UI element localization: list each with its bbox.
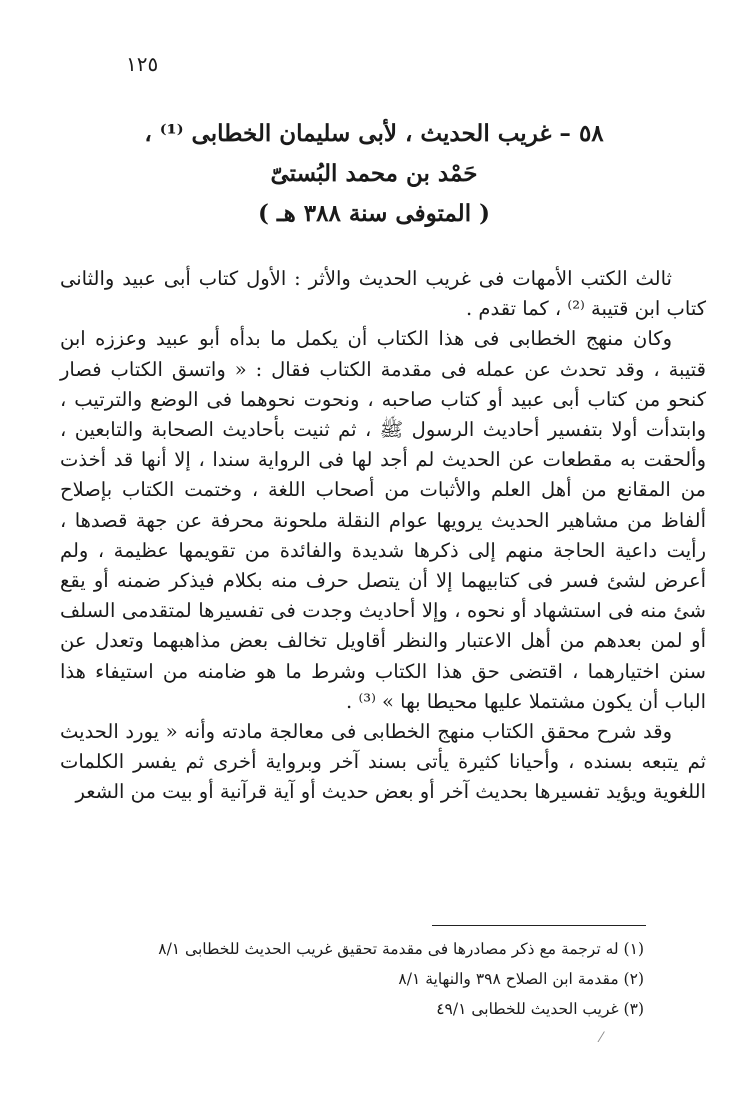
footnote: (٢) مقدمة ابن الصلاح ٣٩٨ والنهاية ٨/١ bbox=[398, 970, 644, 988]
footnote: (٣) غريب الحديث للخطابى ٤٩/١ bbox=[436, 1000, 644, 1018]
paragraph: وقد شرح محقق الكتاب منهج الخطابى فى معالجة مادته وأنه « يورد الحديث ثم يتبعه بسنده ، وأحيانا كثيرة يأتى بسند آخر وبرواية أخرى ثم يفسر الكلمات اللغوية ويؤيد تفسيرها بحديث آخر أو بعض حديث أو آية قرآنية أو بيت من الشعر bbox=[60, 720, 706, 804]
stray-pen-mark: ⁄ bbox=[600, 1030, 603, 1046]
paragraph: ثالث الكتب الأمهات فى غريب الحديث والأثر : الأول كتاب أبى عبيد والثانى كتاب ابن قتيبة ⁽²⁾ ، كما تقدم . bbox=[60, 267, 706, 321]
entry-title: ٥٨ – غريب الحديث ، لأبى سليمان الخطابى ⁽¹⁾ ، bbox=[144, 120, 604, 147]
paragraph: وكان منهج الخطابى فى هذا الكتاب أن يكمل ما بدأه أبو عبيد وعززه ابن قتيبة ، وقد تحدث عن عمله فى مقدمة الكتاب فقال : « واتسق الكتاب فصار كنحو من كتاب أبى عبيد أو كتاب صاحبه ، ونحوت نحوهما فى الوضع والترتيب ، وابتدأت أولا بتفسير أحاديث الرسول ﷺ ، ثم ثنيت بأحاديث الصحابة والتابعين ، وألحقت به مقطعات عن الحديث لم أجد لها فى الرواية سندا ، إلا أنها قد أخذت من المقانع من أهل العلم والأثبات من أصحاب اللغة ، وختمت الكتاب بإصلاح ألفاظ من مشاهير الحديث يرويها عوام النقلة ملحونة محرفة عن جهة قصدها ، رأيت داعية الحاجة منهم إلى ذكرها شديدة والفائدة من تقويمها عظيمة ، ولم أعرض لشئ فسر فى كتابيهما إلا أن يتصل حرف منه بكلام فيذكر ضمنه أو يقع شئ منه فى استشهاد أو نحوه ، وإلا أحاديث وجدت فى تفسيرها لمتقدمى السلف أو لمن بعدهم من أهل الاعتبار والنظر أقاويل تخالف بعض مذاهبهما وتعدل عن سنن اختيارهما ، اقتضى حق هذا الكتاب وشرط ما هو ضامنه من استيفاء هذا الباب أن يكون مشتملا عليها محيطا بها » ⁽³⁾ . bbox=[60, 327, 706, 713]
author-name: حَمْد بن محمد البُستىّ bbox=[270, 160, 478, 187]
footnote-divider bbox=[432, 925, 646, 926]
page-number: ١٢٥ bbox=[126, 52, 159, 76]
footnotes bbox=[60, 934, 644, 1024]
footnote: (١) له ترجمة مع ذكر مصادرها فى مقدمة تحقيق غريب الحديث للخطابى ٨/١ bbox=[158, 940, 644, 958]
death-date: ( المتوفى سنة ٣٨٨ هـ ) bbox=[258, 200, 490, 227]
main-text bbox=[60, 264, 706, 808]
